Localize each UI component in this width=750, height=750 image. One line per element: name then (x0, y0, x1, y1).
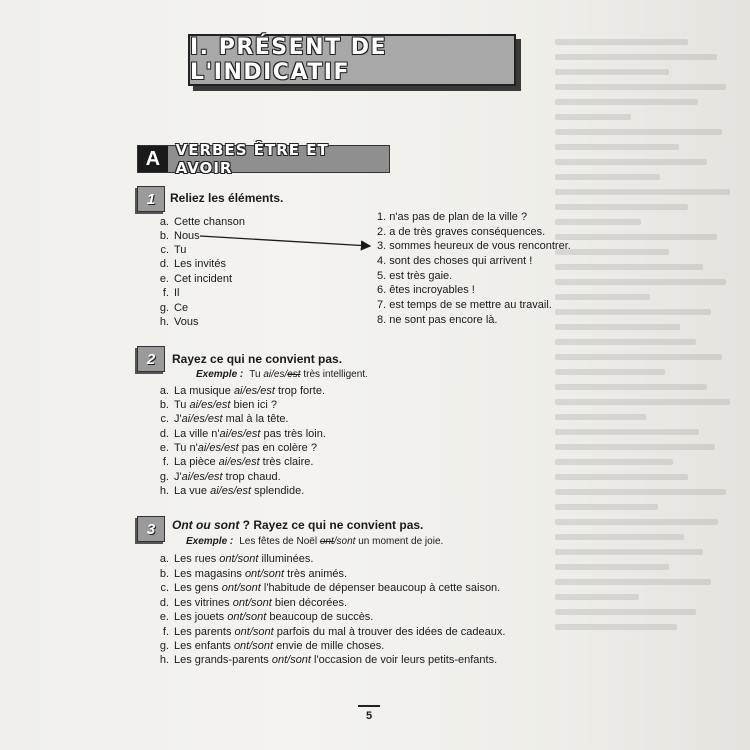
list-item: 8. ne sont pas encore là. (377, 314, 498, 326)
list-item: b. Tu ai/es/est bien ici ? (159, 399, 277, 411)
list-item: a. Cette chanson (159, 216, 245, 228)
exercise-2-number: 2 (137, 346, 165, 372)
list-item: a. La musique ai/es/est trop forte. (159, 385, 326, 397)
section-title: VERBES ÊTRE ET AVOIR (175, 141, 329, 177)
list-item: d. Les vitrines ont/sont bien décorées. (159, 597, 348, 609)
list-item: c. J'ai/es/est mal à la tête. (160, 413, 289, 425)
list-item: d. La ville n'ai/es/est pas très loin. (159, 428, 326, 440)
list-item: g. Les enfants ont/sont envie de mille choses. (159, 640, 385, 652)
list-item: h. Vous (159, 316, 199, 328)
list-item: g. Ce (159, 302, 189, 314)
list-item: b. Les magasins ont/sont très animés. (159, 568, 348, 580)
exercise-1-title: Reliez les éléments. (170, 191, 284, 205)
list-item: 3. sommes heureux de vous rencontrer. (377, 240, 571, 252)
list-item: c. Les gens ont/sont l'habitude de dépenser beaucoup à cette saison. (160, 582, 501, 594)
section-letter: A (138, 146, 168, 172)
exercise-3-title: Ont ou sont ? Rayez ce qui ne convient pas. (172, 518, 424, 532)
list-item: 6. êtes incroyables ! (377, 284, 475, 296)
list-item: b. Nous (159, 230, 200, 242)
list-item: 4. sont des choses qui arrivent ! (377, 255, 533, 267)
list-item: g. J'ai/es/est trop chaud. (159, 471, 281, 483)
list-item: e. Tu n'ai/es/est pas en colère ? (159, 442, 317, 454)
list-item: d. Les invités (159, 258, 226, 270)
exercise-3-number: 3 (137, 516, 165, 542)
exercise-2-title: Rayez ce qui ne convient pas. (172, 352, 343, 366)
list-item: e. Les jouets ont/sont beaucoup de succès. (159, 611, 374, 623)
exercise-1-number: 1 (137, 186, 165, 212)
list-item: f. Il (162, 287, 180, 299)
list-item: 2. a de très graves conséquences. (377, 226, 546, 238)
page-number: 5 (358, 705, 380, 722)
list-item: f. La pièce ai/es/est très claire. (162, 456, 314, 468)
list-item: c. Tu (160, 244, 187, 256)
page-title: I. PRÉSENT DE L'INDICATIF (188, 34, 516, 86)
list-item: h. Les grands-parents ont/sont l'occasion de voir leurs petits-enfants. (159, 654, 498, 666)
exercise-3-example: Exemple : Les fêtes de Noël ont/sont un moment de joie. (186, 536, 444, 547)
list-item: e. Cet incident (159, 273, 233, 285)
list-item: a. Les rues ont/sont illuminées. (159, 553, 314, 565)
list-item: 1. n'as pas de plan de la ville ? (377, 211, 528, 223)
list-item: 7. est temps de se mettre au travail. (377, 299, 552, 311)
list-item: f. Les parents ont/sont parfois du mal à trouver des idées de cadeaux. (162, 626, 506, 638)
list-item: 5. est très gaie. (377, 270, 453, 282)
list-item: h. La vue ai/es/est splendide. (159, 485, 305, 497)
exercise-2-example: Exemple : Tu ai/es/est très intelligent. (196, 369, 368, 380)
